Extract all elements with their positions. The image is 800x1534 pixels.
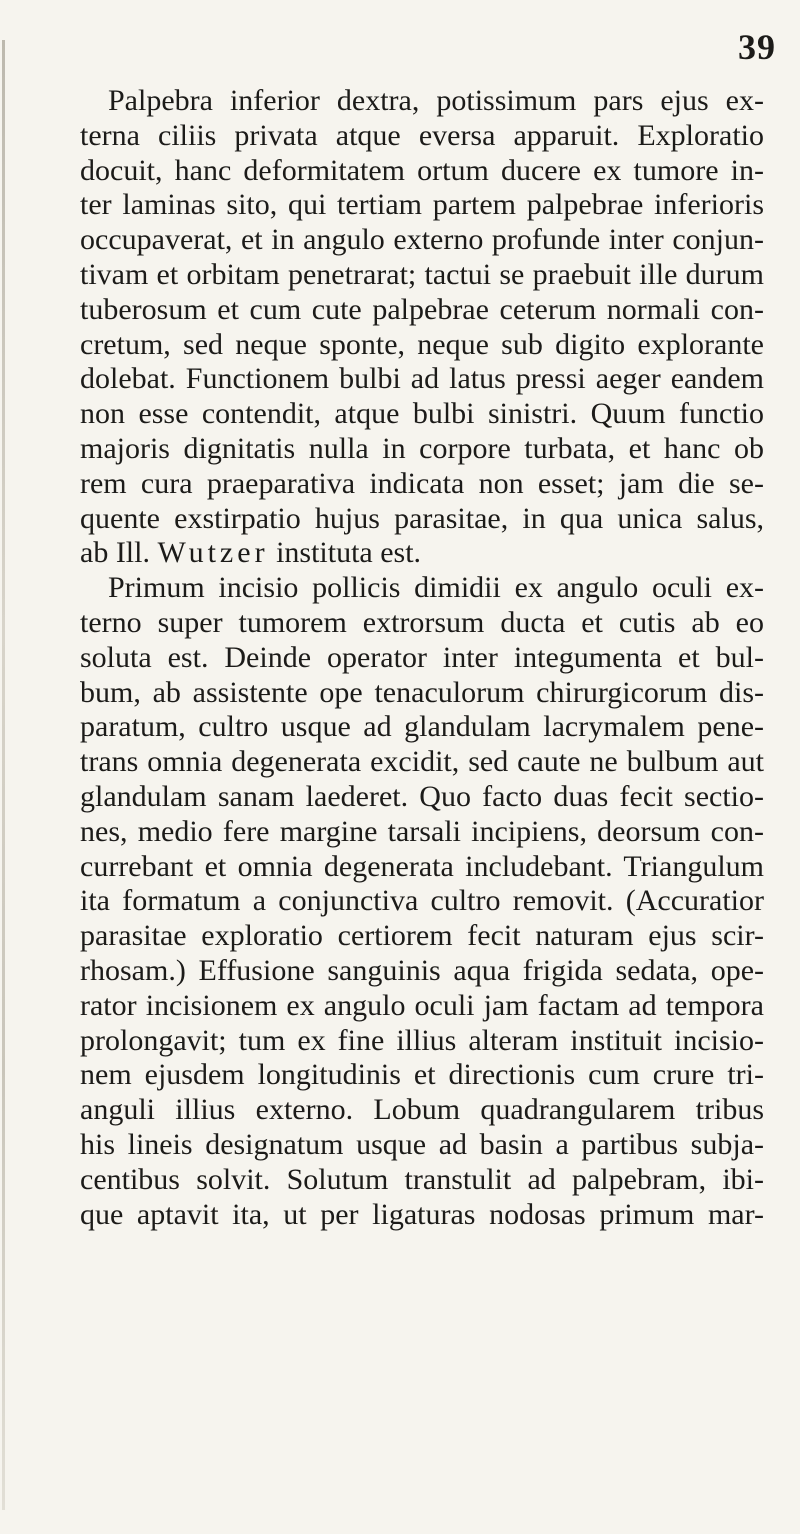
text-line-last	[80, 536, 764, 571]
text-line: prolongavit; tum ex fine illius alteram instituit incisio-	[80, 1023, 764, 1057]
page-number: 39	[738, 27, 776, 67]
text-line: parasitae exploratio certiorem fecit naturam ejus scir-	[80, 919, 764, 953]
text-line: glandulam sanam laederet. Quo facto duas fecit sectio-	[80, 779, 764, 813]
text-line: rator incisionem ex angulo oculi jam factam ad tempora	[80, 988, 764, 1022]
page-gutter-edge	[2, 40, 5, 1510]
text-line: his lineis designatum usque ad basin a partibus subja-	[80, 1127, 764, 1161]
text-line: nes, medio fere margine tarsali incipiens, deorsum con-	[80, 814, 764, 848]
text-line: ter laminas sito, qui tertiam partem palpebrae inferioris	[80, 188, 764, 222]
text-line: soluta est. Deinde operator inter integumenta et bul-	[80, 640, 764, 674]
text-line: anguli illius externo. Lobum quadrangularem tribus	[80, 1093, 764, 1127]
text-line: Primum incisio pollicis dimidii ex angulo oculi ex-	[108, 571, 764, 605]
text-fragment: ab Ill.	[80, 536, 158, 570]
text-line: Palpebra inferior dextra, potissimum pars ejus ex-	[108, 84, 764, 117]
text-line: paratum, cultro usque ad glandulam lacrymalem pene-	[80, 710, 764, 744]
text-line: rhosam.) Effusione sanguinis aqua frigida sedata, ope-	[80, 953, 764, 987]
text-line: terno super tumorem extrorsum ducta et cutis ab eo	[80, 605, 764, 639]
text-line: dolebat. Functionem bulbi ad latus pressi aeger eandem	[80, 362, 764, 396]
surgeon-name: Wutzer	[157, 536, 269, 570]
body-text	[80, 84, 764, 1232]
paragraph-1	[80, 84, 764, 571]
text-line: terna ciliis privata atque eversa apparuit. Exploratio	[80, 118, 764, 152]
text-line: tivam et orbitam penetrarat; tactui se praebuit ille durum	[80, 257, 764, 291]
text-line: currebant et omnia degenerata includebant. Triangulum	[80, 849, 764, 883]
text-line: que aptavit ita, ut per ligaturas nodosas primum mar-	[80, 1197, 764, 1231]
text-line: centibus solvit. Solutum transtulit ad palpebram, ibi-	[80, 1162, 764, 1196]
text-line: rem cura praeparativa indicata non esset; jam die se-	[80, 466, 764, 500]
text-line: majoris dignitatis nulla in corpore turbata, et hanc ob	[80, 431, 764, 465]
text-line: trans omnia degenerata excidit, sed caute ne bulbum aut	[80, 745, 764, 779]
text-line: bum, ab assistente ope tenaculorum chirurgicorum dis-	[80, 675, 764, 709]
paragraph-2	[80, 571, 764, 1232]
text-fragment: instituta est.	[268, 536, 422, 570]
text-line: occupaverat, et in angulo externo profunde inter conjun-	[80, 223, 764, 257]
text-line: tuberosum et cum cute palpebrae ceterum normali con-	[80, 292, 764, 326]
text-line: quente exstirpatio hujus parasitae, in qua unica salus,	[80, 501, 764, 535]
text-line: docuit, hanc deformitatem ortum ducere ex tumore in-	[80, 153, 764, 187]
text-line: ita formatum a conjunctiva cultro removit. (Accuratior	[80, 884, 764, 918]
text-line: cretum, sed neque sponte, neque sub digito explorante	[80, 327, 764, 361]
text-line: non esse contendit, atque bulbi sinistri. Quum functio	[80, 397, 764, 431]
text-line: nem ejusdem longitudinis et directionis cum crure tri-	[80, 1058, 764, 1092]
